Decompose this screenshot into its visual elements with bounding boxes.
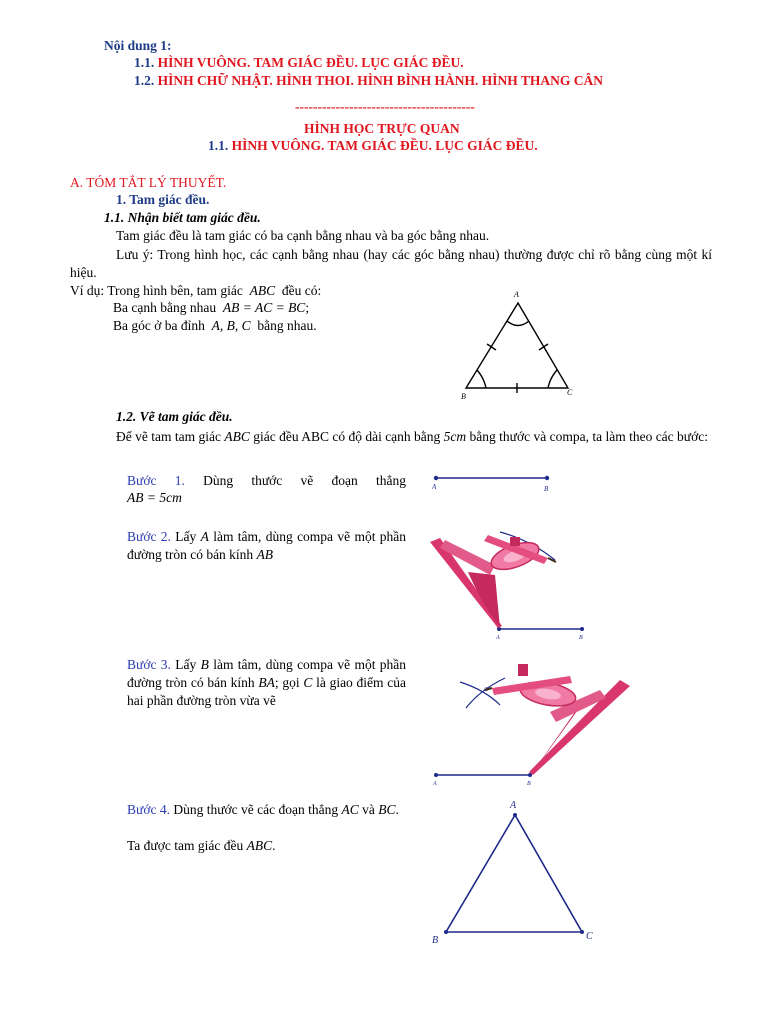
step3-label-a: A (433, 781, 437, 787)
example-line: Ví dụ: Trong hình bên, tam giác ABC đều có: (70, 283, 322, 298)
definition-text: Tam giác đều là tam giác có ba cạnh bằng nhau và ba góc bằng nhau. (116, 228, 490, 243)
header-line-2: 1.2. HÌNH CHỮ NHẬT. HÌNH THOI. HÌNH BÌNH HÀNH. HÌNH THANG CÂN (134, 73, 604, 88)
section-title: HÌNH HỌC TRỰC QUAN (304, 121, 460, 136)
step-4-result: Ta được tam giác đều ABC. (127, 838, 276, 853)
subheading-draw: 1.2. Vẽ tam giác đều. (116, 409, 233, 424)
note-text: Lưu ý: Trong hình học, các cạnh bằng nhau (hay các góc bằng nhau) thường được chỉ rõ bằng cùng một kí hiệu. (70, 247, 712, 280)
step1-label-a: A (432, 483, 437, 491)
step2-label-b: B (579, 635, 583, 641)
step-4-text: Bước 4. Dùng thước vẽ các đoạn thẳng AC và BC. (127, 802, 399, 817)
subheading-equilateral: 1. Tam giác đều. (116, 192, 210, 207)
step-2-text: Bước 2. Lấy A làm tâm, dùng compa vẽ một phần đường tròn có bán kính AB (127, 529, 407, 562)
step2-label-a: A (496, 635, 500, 641)
section-subtitle: 1.1. HÌNH VUÔNG. TAM GIÁC ĐỀU. LỤC GIÁC ĐỀU. (208, 138, 538, 153)
step4-label-b: B (432, 935, 439, 946)
step1-label-b: B (544, 485, 549, 493)
example-label-a: A (514, 290, 519, 299)
content-label: Nội dung 1: (104, 38, 172, 53)
step-1-text: Bước 1. Dùng thước vẽ đoạn thẳng (127, 473, 406, 488)
step-3-text: Bước 3. Lấy B làm tâm, dùng compa vẽ một phần đường tròn có bán kính BA; gọi C là giao điểm của hai phần đường tròn vừa vẽ (127, 657, 407, 708)
step4-label-a: A (510, 800, 517, 811)
example-label-b: B (461, 392, 466, 401)
example-label-c: C (567, 388, 573, 397)
subheading-recognize: 1.1. Nhận biết tam giác đều. (104, 210, 261, 225)
step-1-math: AB = 5cm (127, 490, 182, 505)
header-line-1: 1.1. HÌNH VUÔNG. TAM GIÁC ĐỀU. LỤC GIÁC ĐỀU. (134, 55, 464, 70)
angles-line: Ba góc ở ba đỉnh A, B, C bằng nhau. (113, 318, 317, 333)
final-triangle (446, 815, 582, 932)
theory-heading: A. TÓM TẮT LÝ THUYẾT. (70, 175, 227, 190)
step3-label-b: B (527, 781, 531, 787)
step4-label-c: C (586, 931, 593, 942)
draw-intro: Để vẽ tam tam giác ABC giác đều ABC có độ dài cạnh bằng 5cm bằng thước và compa, ta làm theo các bước: (116, 429, 708, 444)
sides-line: Ba cạnh bằng nhau AB = AC = BC; (113, 300, 310, 315)
divider: ---------------------------------------- (295, 99, 475, 114)
